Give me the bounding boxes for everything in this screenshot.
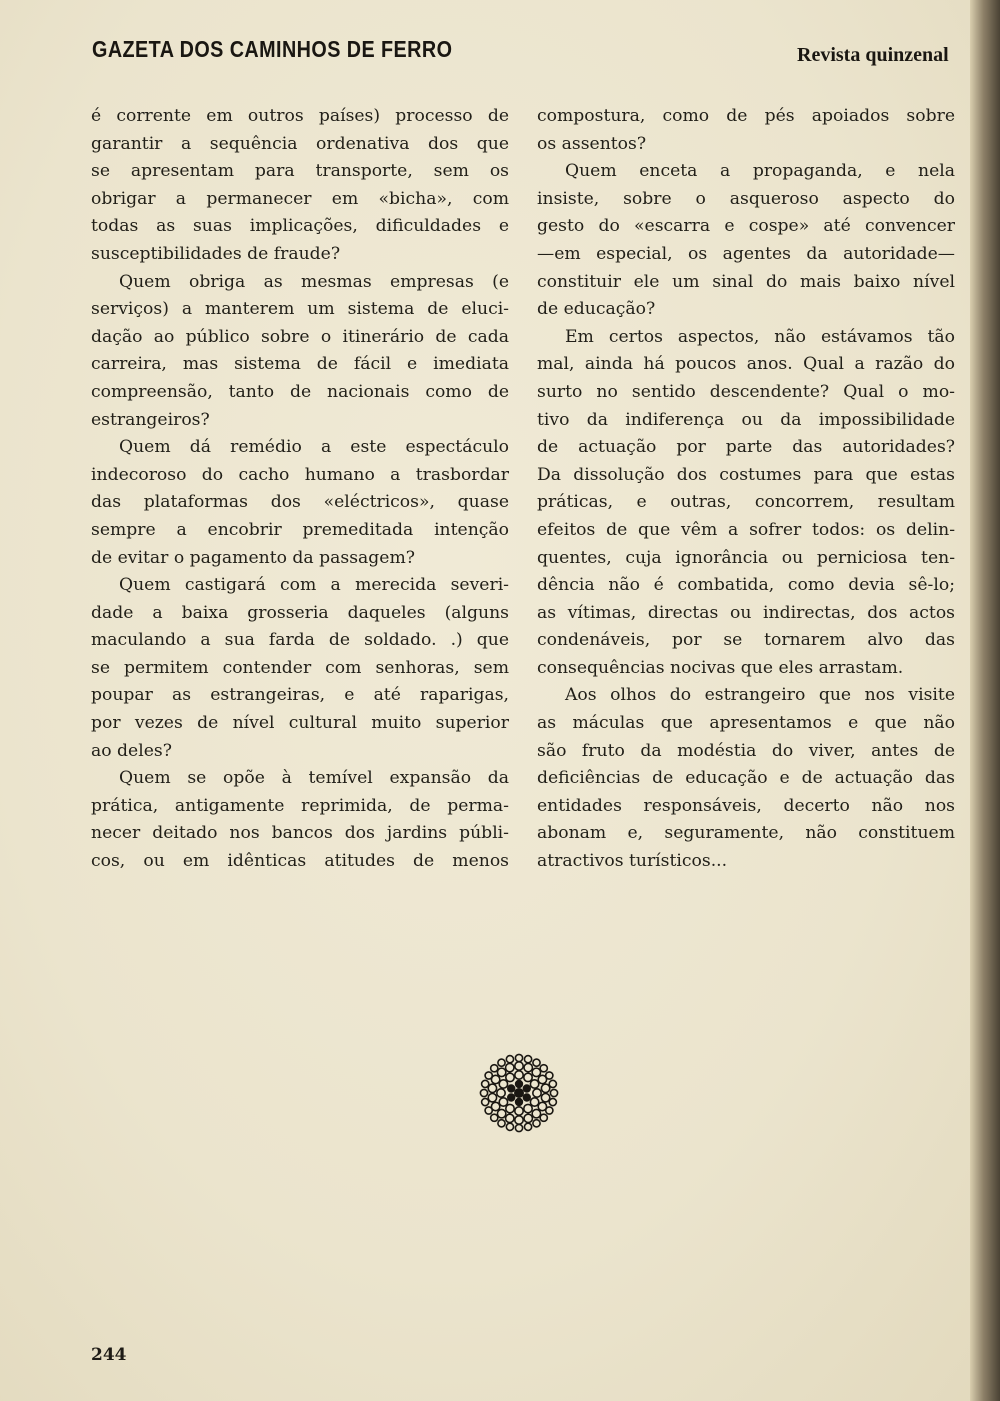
text-line: dência não é combatida, como devia sê-lo; bbox=[537, 575, 955, 596]
text-line: quentes, cuja ignorância ou perniciosa ten- bbox=[537, 547, 955, 568]
text-line: poupar as estrangeiras, e até raparigas, bbox=[91, 685, 509, 706]
text-line: de evitar o pagamento da passagem? bbox=[91, 547, 415, 568]
text-line: Quem castigará com a merecida severi- bbox=[119, 575, 509, 596]
text-line: obrigar a permanecer em «bicha», com bbox=[91, 188, 509, 209]
text-line: por vezes de nível cultural muito superior bbox=[91, 713, 509, 734]
text-line: consequências nocivas que eles arrastam. bbox=[537, 657, 904, 678]
text-line: todas as suas implicações, dificuldades e bbox=[91, 216, 509, 237]
text-column-right bbox=[537, 103, 955, 876]
text-line: surto no sentido descendente? Qual o mo- bbox=[537, 381, 955, 402]
text-line: susceptibilidades de fraude? bbox=[91, 243, 341, 264]
text-line: carreira, mas sistema de fácil e imediata bbox=[91, 354, 509, 375]
text-line: tivo da indiferença ou da impossibilidade bbox=[537, 409, 955, 430]
text-line: de actuação por parte das autoridades? bbox=[537, 437, 955, 458]
text-line: Quem obriga as mesmas empresas (e bbox=[119, 271, 509, 292]
text-line: deficiências de educação e de actuação das bbox=[537, 768, 955, 789]
text-line: maculando a sua farda de soldado. .) que bbox=[91, 630, 509, 651]
text-line: cos, ou em idênticas atitudes de menos bbox=[91, 851, 509, 872]
text-line: Aos olhos do estrangeiro que nos visite bbox=[565, 685, 955, 706]
text-line: mal, ainda há poucos anos. Qual a razão do bbox=[537, 354, 955, 375]
text-line: Quem dá remédio a este espectáculo bbox=[119, 437, 509, 458]
publication-subtitle: Revista quinzenal bbox=[797, 44, 949, 66]
text-line: são fruto da modéstia do viver, antes de bbox=[537, 740, 955, 761]
text-line: Quem se opõe à temível expansão da bbox=[119, 768, 509, 789]
text-line: dação ao público sobre o itinerário de cada bbox=[91, 326, 509, 347]
text-line: indecoroso do cacho humano a trasbordar bbox=[91, 464, 509, 485]
text-line: gesto do «escarra e cospe» até convencer bbox=[537, 216, 955, 237]
text-line: compostura, como de pés apoiados sobre bbox=[537, 106, 955, 126]
text-line: serviços) a manterem um sistema de eluci- bbox=[91, 299, 509, 320]
text-line: compreensão, tanto de nacionais como de bbox=[91, 381, 509, 402]
text-line: garantir a sequência ordenativa dos que bbox=[91, 133, 509, 154]
text-line: as máculas que apresentamos e que não bbox=[537, 713, 955, 734]
text-line: condenáveis, por se tornarem alvo das bbox=[537, 630, 955, 651]
text-line: efeitos de que vêm a sofrer todos: os delin- bbox=[537, 519, 955, 540]
text-line: se permitem contender com senhoras, sem bbox=[91, 657, 509, 678]
text-line: as vítimas, directas ou indirectas, dos actos bbox=[537, 602, 955, 623]
floral-rosette-icon bbox=[478, 1050, 560, 1136]
publication-title: GAZETA DOS CAMINHOS DE FERRO bbox=[92, 36, 453, 62]
text-line: sempre a encobrir premeditada intenção bbox=[91, 519, 509, 540]
text-line: ao deles? bbox=[91, 740, 172, 761]
text-line: práticas, e outras, concorrem, resultam bbox=[537, 492, 955, 513]
text-line: de educação? bbox=[537, 299, 656, 320]
text-line: necer deitado nos bancos dos jardins públi- bbox=[91, 823, 509, 844]
text-line: das plataformas dos «eléctricos», quase bbox=[91, 492, 509, 513]
text-line: prática, antigamente reprimida, de perma- bbox=[91, 795, 509, 816]
text-line: abonam e, seguramente, não constituem bbox=[537, 823, 955, 844]
text-line: Em certos aspectos, não estávamos tão bbox=[565, 326, 955, 347]
text-line: dade a baixa grosseria daqueles (alguns bbox=[91, 602, 509, 623]
text-line: —em especial, os agentes da autoridade— bbox=[537, 243, 955, 264]
text-line: constituir ele um sinal do mais baixo nível bbox=[537, 271, 955, 292]
text-line: os assentos? bbox=[537, 133, 647, 154]
text-line: se apresentam para transporte, sem os bbox=[91, 161, 509, 182]
text-line: estrangeiros? bbox=[91, 409, 210, 430]
page-binding-shadow bbox=[970, 0, 1000, 1401]
text-line: Quem enceta a propaganda, e nela bbox=[565, 161, 955, 182]
text-column-left bbox=[91, 103, 509, 876]
text-line: é corrente em outros países) processo de bbox=[91, 106, 509, 126]
text-line: Da dissolução dos costumes para que estas bbox=[537, 464, 955, 485]
text-line: atractivos turísticos... bbox=[537, 851, 728, 872]
text-line: entidades responsáveis, decerto não nos bbox=[537, 795, 955, 816]
text-line: insiste, sobre o asqueroso aspecto do bbox=[537, 188, 955, 209]
page-number: 244 bbox=[91, 1345, 127, 1365]
